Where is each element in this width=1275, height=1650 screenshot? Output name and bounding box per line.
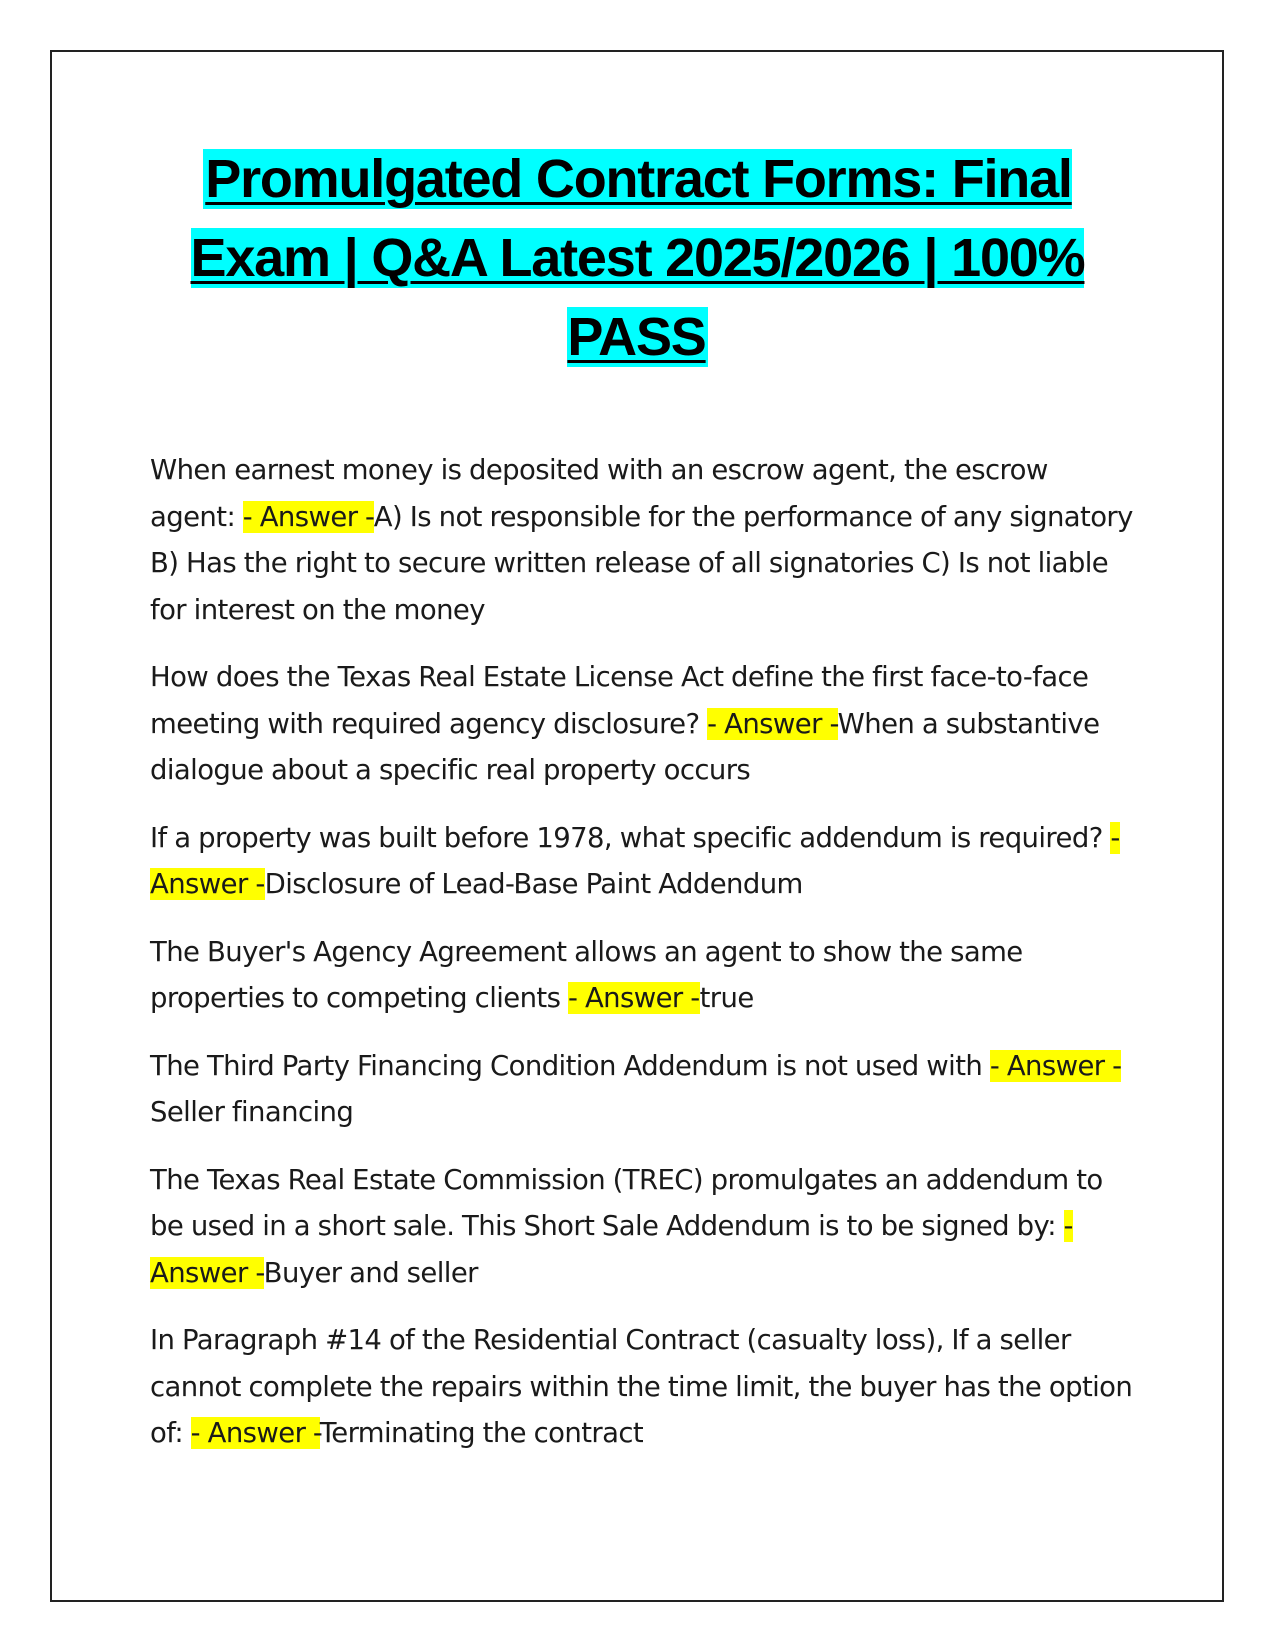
answer-label: - Answer - [190,1417,320,1449]
answer-text: Terminating the contract [319,1417,644,1449]
question-text: The Third Party Financing Condition Addendum is not used with [150,1049,990,1082]
answer-label: - Answer - [989,1049,1122,1082]
answer-label: - Answer - [150,1210,1073,1289]
document-title [140,140,1135,377]
answer-label: - Answer - [242,500,374,533]
question-text: When earnest money is deposited with an escrow agent, the escrow agent: [150,454,1048,533]
answer-label: - Answer - [567,982,700,1014]
answer-text: Buyer and seller [263,1256,478,1289]
qa-list [150,447,1140,1478]
qa-item [150,654,1140,794]
qa-item [150,1317,1140,1457]
question-text: The Texas Real Estate Commission (TREC) promulgates an addendum to be used in a short sale. This Short Sale Addendum is to be signed by: [150,1163,1103,1242]
question-text: If a property was built before 1978, what specific addendum is required? [150,821,1111,854]
answer-label: - Answer - [707,707,838,740]
answer-text: Seller financing [150,1096,354,1128]
qa-item [150,1043,1140,1136]
qa-item [150,929,1140,1022]
qa-item [150,447,1140,633]
question-text: How does the Texas Real Estate License Act define the first face-to-face meeting with required agency disclosure? [150,661,1089,740]
answer-text: Disclosure of Lead-Base Paint Addendum [264,868,803,900]
question-text: The Buyer's Agency Agreement allows an agent to show the same properties to competing clients [150,935,1023,1014]
answer-text: When a substantive dialogue about a specific real property occurs [150,707,1100,786]
answer-label: - Answer - [150,821,1120,900]
qa-item [150,815,1140,908]
qa-item [150,1157,1140,1297]
answer-text: A) Is not responsible for the performance of any signatory B) Has the right to secure written release of all signatories C) Is not liable for interest on the money [150,500,1133,626]
title-highlight: Promulgated Contract Forms: Final Exam | Q&A Latest 2025/2026 | 100% PASS [190,149,1085,367]
question-text: In Paragraph #14 of the Residential Contract (casualty loss), If a seller cannot complete the repairs within the time limit, the buyer has the option of: [150,1324,1133,1449]
answer-text: true [699,982,754,1014]
